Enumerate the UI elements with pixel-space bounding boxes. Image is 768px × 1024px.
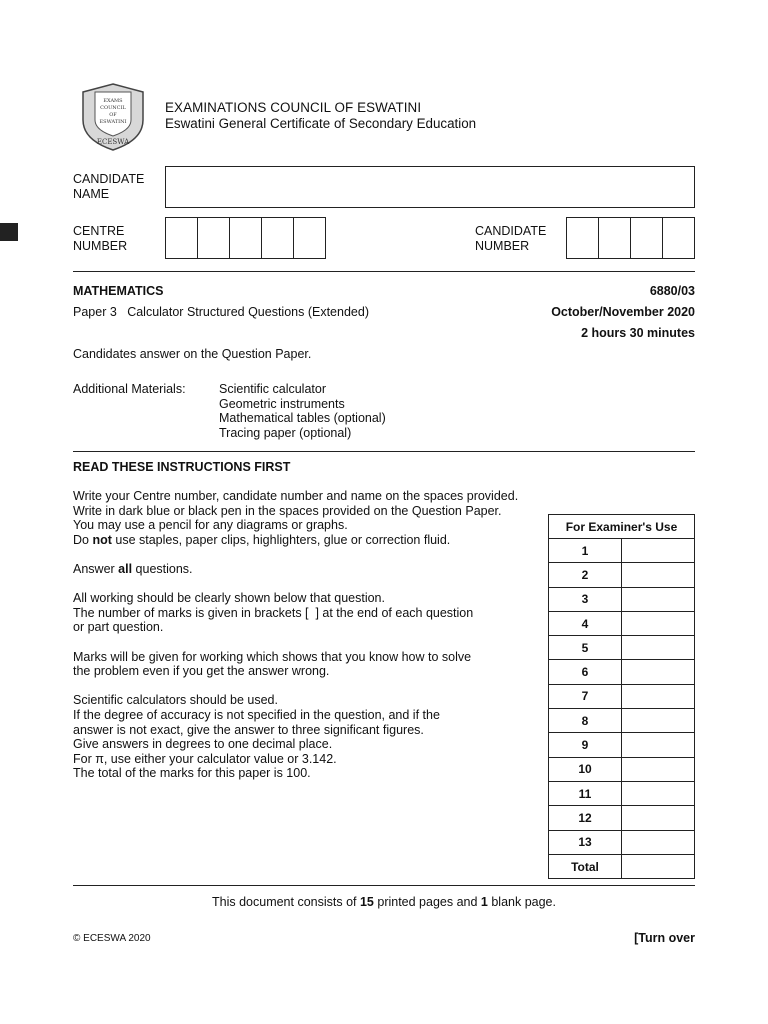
divider (73, 451, 695, 452)
text-run: Answer (73, 561, 119, 576)
mark-cell[interactable] (622, 611, 695, 635)
material-item: Tracing paper (optional) (219, 425, 352, 440)
table-row (549, 830, 695, 854)
question-number: 7 (549, 684, 622, 708)
mark-cell[interactable] (622, 660, 695, 684)
table-row (549, 806, 695, 830)
org-name: EXAMINATIONS COUNCIL OF ESWATINI (165, 100, 422, 115)
table-row (549, 660, 695, 684)
centre-number-field[interactable] (165, 217, 326, 259)
digit-cell[interactable] (663, 218, 694, 258)
label-line: NUMBER (475, 238, 530, 253)
question-number: 1 (549, 539, 622, 563)
table-row (549, 733, 695, 757)
instruction-line: the problem even if you get the answer wrong. (73, 664, 330, 679)
mark-cell[interactable] (622, 684, 695, 708)
instructions-body (73, 489, 518, 781)
mark-cell[interactable] (622, 587, 695, 611)
instruction-line: or part question. (73, 620, 164, 635)
instruction-paragraph (73, 693, 518, 781)
divider (73, 885, 695, 886)
materials-label: Additional Materials: (73, 382, 186, 396)
certificate-title: Eswatini General Certificate of Secondary Education (165, 116, 477, 131)
exam-duration: 2 hours 30 minutes (581, 326, 695, 340)
emphasis: 1 (480, 895, 488, 909)
question-number: 9 (549, 733, 622, 757)
mark-cell[interactable] (622, 757, 695, 781)
paper-title: Paper 3 Calculator Structured Questions (Extended) (73, 305, 369, 319)
question-number: 11 (549, 781, 622, 805)
text-run: Do (73, 532, 93, 547)
svg-text:OF: OF (109, 112, 117, 118)
table-row (549, 611, 695, 635)
table-row (549, 587, 695, 611)
instruction-paragraph (73, 489, 518, 547)
mark-cell[interactable] (622, 830, 695, 854)
instruction-line: Write in dark blue or black pen in the spaces provided on the Question Paper. (73, 503, 502, 518)
subject-title: MATHEMATICS (73, 284, 164, 298)
svg-text:ECESWA: ECESWA (96, 138, 130, 146)
centre-number-label (73, 224, 127, 253)
material-item: Geometric instruments (219, 396, 345, 411)
question-number: 10 (549, 757, 622, 781)
instruction-paragraph (73, 591, 518, 635)
question-number: 6 (549, 660, 622, 684)
label-line: CANDIDATE (475, 224, 547, 238)
instruction-paragraph (73, 562, 518, 577)
edge-marker (0, 223, 18, 241)
total-cell[interactable] (622, 854, 695, 878)
candidate-name-label (73, 172, 144, 201)
mark-cell[interactable] (622, 709, 695, 733)
instruction-line: Write your Centre number, candidate number and name on the spaces provided. (73, 489, 519, 503)
mark-cell[interactable] (622, 806, 695, 830)
instruction-line (73, 562, 518, 577)
material-item: Scientific calculator (219, 382, 326, 396)
instruction-line: For π, use either your calculator value or 3.142. (73, 751, 337, 766)
emphasis: 15 (359, 895, 374, 909)
instruction-line: If the degree of accuracy is not specified in the question, and if the (73, 707, 440, 722)
question-number: 4 (549, 611, 622, 635)
question-number: 2 (549, 563, 622, 587)
label-line: CENTRE (73, 224, 125, 238)
instruction-line: Scientific calculators should be used. (73, 693, 278, 708)
instruction-line: The number of marks is given in brackets [ ] at the end of each question (73, 605, 474, 620)
materials-list (219, 382, 386, 440)
question-number: 12 (549, 806, 622, 830)
total-label: Total (549, 854, 622, 878)
digit-cell[interactable] (631, 218, 663, 258)
question-number: 13 (549, 830, 622, 854)
text-run: This document consists of (212, 895, 360, 909)
answer-note: Candidates answer on the Question Paper. (73, 347, 312, 361)
digit-cell[interactable] (599, 218, 631, 258)
table-row (549, 854, 695, 878)
instruction-line: You may use a pencil for any diagrams or graphs. (73, 518, 348, 533)
examiner-use-table (548, 514, 695, 879)
table-row (549, 684, 695, 708)
copyright: © ECESWA 2020 (73, 933, 151, 944)
instruction-line: All working should be clearly shown below that question. (73, 591, 385, 606)
svg-text:COUNCIL: COUNCIL (100, 105, 126, 111)
page-count-note (0, 895, 768, 910)
eceswa-logo (73, 82, 153, 152)
paper-code: 6880/03 (649, 284, 695, 298)
mark-cell[interactable] (622, 733, 695, 757)
text-run: use staples, paper clips, highlighters, glue or correction fluid. (111, 532, 451, 547)
mark-cell[interactable] (622, 539, 695, 563)
table-row (549, 539, 695, 563)
instruction-line: The total of the marks for this paper is 100. (73, 766, 311, 781)
svg-text:EXAMS: EXAMS (103, 98, 123, 104)
instruction-line: answer is not exact, give the answer to three significant figures. (73, 722, 424, 737)
table-row (549, 709, 695, 733)
question-number: 3 (549, 587, 622, 611)
text-run: printed pages and (373, 895, 481, 909)
turn-over: [Turn over (634, 931, 695, 945)
digit-cell[interactable] (294, 218, 325, 258)
candidate-number-field[interactable] (566, 217, 695, 259)
instruction-line: Marks will be given for working which shows that you know how to solve (73, 649, 472, 664)
text-run: questions. (132, 561, 193, 576)
candidate-name-field[interactable] (165, 166, 695, 208)
table-row (549, 636, 695, 660)
divider (73, 271, 695, 272)
question-number: 5 (549, 636, 622, 660)
digit-cell[interactable] (567, 218, 599, 258)
digit-cell[interactable] (262, 218, 294, 258)
instruction-line (73, 533, 518, 548)
mark-cell[interactable] (622, 636, 695, 660)
question-number: 8 (549, 709, 622, 733)
instruction-paragraph (73, 650, 518, 679)
emphasis: not (92, 532, 112, 547)
mark-cell[interactable] (622, 781, 695, 805)
candidate-number-label (475, 224, 546, 253)
table-row (549, 781, 695, 805)
instructions-heading: READ THESE INSTRUCTIONS FIRST (73, 460, 291, 474)
instruction-line: Give answers in degrees to one decimal place. (73, 737, 333, 752)
material-item: Mathematical tables (optional) (219, 411, 386, 426)
emphasis: all (118, 561, 133, 576)
table-row (549, 563, 695, 587)
text-run: blank page. (487, 895, 556, 909)
examiner-table-heading: For Examiner's Use (549, 515, 695, 539)
label-line: CANDIDATE (73, 172, 145, 186)
table-row (549, 757, 695, 781)
digit-cell[interactable] (230, 218, 262, 258)
exam-session: October/November 2020 (551, 305, 695, 319)
digit-cell[interactable] (166, 218, 198, 258)
label-line: NAME (73, 186, 110, 201)
digit-cell[interactable] (198, 218, 230, 258)
label-line: NUMBER (73, 238, 128, 253)
svg-text:ESWATINI: ESWATINI (99, 119, 127, 125)
mark-cell[interactable] (622, 563, 695, 587)
